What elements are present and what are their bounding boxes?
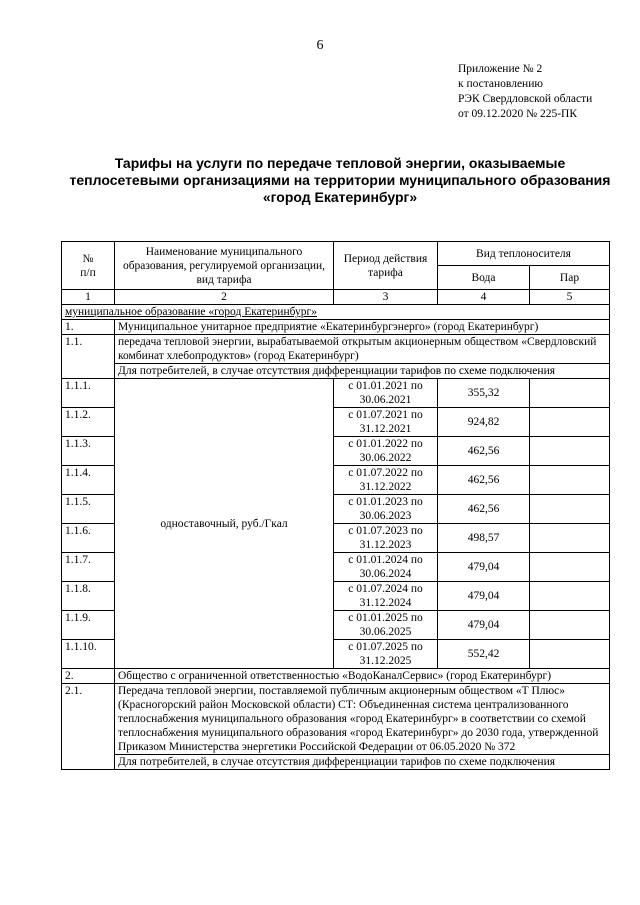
header-name: Наименование муниципального образования, регулируемой организации, вид тарифа	[115, 242, 334, 290]
appendix-line: от 09.12.2020 № 225-ПК	[458, 108, 578, 120]
row-period	[334, 582, 438, 611]
row-period	[334, 437, 438, 466]
period-from: с 01.01.2021 по	[348, 380, 423, 392]
period-to: 30.06.2023	[359, 510, 412, 522]
col-number: 5	[530, 290, 610, 305]
org-num: 2.	[62, 669, 115, 684]
period-to: 30.06.2022	[359, 452, 412, 464]
row-num: 1.1.4.	[62, 466, 115, 495]
row-period	[334, 524, 438, 553]
appendix-line: РЭК Свердловской области	[458, 93, 593, 105]
header-num	[62, 242, 115, 290]
col-number: 1	[62, 290, 115, 305]
row-water: 462,56	[438, 437, 530, 466]
col-number: 2	[115, 290, 334, 305]
header-num-label: №	[82, 252, 94, 265]
row-steam	[530, 379, 610, 408]
page-number: 6	[316, 38, 324, 53]
org-row	[62, 320, 610, 335]
row-period	[334, 495, 438, 524]
consumers-row	[62, 364, 610, 379]
row-num: 1.1.6.	[62, 524, 115, 553]
table-row	[62, 379, 610, 408]
period-to: 31.12.2025	[359, 655, 412, 667]
title-line: теплосетевыми организациями на территории муниципального образования	[69, 172, 611, 188]
row-steam	[530, 524, 610, 553]
sub-row	[62, 684, 610, 755]
row-steam	[530, 553, 610, 582]
consumers-label: Для потребителей, в случае отсутствия дифференциации тарифов по схеме подключения	[115, 755, 610, 770]
row-water: 498,57	[438, 524, 530, 553]
row-period	[334, 553, 438, 582]
period-from: с 01.01.2022 по	[348, 438, 423, 450]
sub-name: Передача тепловой энергии, поставляемой публичным акционерным обществом «Т Плюс» (Красногорский район Московской области) СТ: Объединенная система централизованного теплоснабжения муниципального образования «город Екатеринбург» в соответствии со схемой теплоснабжения муниципального образования «город Екатеринбург» до 2030 года, утвержденной Приказом Министерства энергетики Российской Федерации от 06.05.2020 № 372	[115, 684, 610, 755]
row-period	[334, 408, 438, 437]
period-from: с 01.07.2024 по	[348, 583, 423, 595]
row-num: 1.1.8.	[62, 582, 115, 611]
consumers-label: Для потребителей, в случае отсутствия дифференциации тарифов по схеме подключения	[115, 364, 610, 379]
period-to: 31.12.2023	[359, 539, 412, 551]
row-period	[334, 611, 438, 640]
document-title	[40, 155, 640, 206]
municipality-row	[62, 305, 610, 320]
header-row	[62, 242, 610, 266]
row-water: 479,04	[438, 611, 530, 640]
period-from: с 01.01.2024 по	[348, 554, 423, 566]
row-num: 1.1.2.	[62, 408, 115, 437]
org-name: Общество с ограниченной ответственностью «ВодоКаналСервис» (город Екатеринбург)	[115, 669, 610, 684]
period-from: с 01.01.2023 по	[348, 496, 423, 508]
row-steam	[530, 611, 610, 640]
row-water: 552,42	[438, 640, 530, 669]
row-water: 479,04	[438, 553, 530, 582]
row-period	[334, 379, 438, 408]
tariff-table	[61, 241, 610, 770]
row-period	[334, 640, 438, 669]
row-num: 1.1.3.	[62, 437, 115, 466]
org-num: 1.	[62, 320, 115, 335]
period-from: с 01.07.2023 по	[348, 525, 423, 537]
col-number: 3	[334, 290, 438, 305]
title-line: «город Екатеринбург»	[262, 189, 418, 205]
period-to: 30.06.2024	[359, 568, 412, 580]
period-to: 30.06.2025	[359, 626, 412, 638]
row-water: 462,56	[438, 495, 530, 524]
row-water: 462,56	[438, 466, 530, 495]
period-to: 31.12.2024	[359, 597, 412, 609]
header-num-sub: п/п	[80, 266, 96, 279]
municipality-name: муниципальное образование «город Екатеринбург»	[62, 305, 610, 320]
consumers-row	[62, 755, 610, 770]
column-number-row	[62, 290, 610, 305]
header-carrier: Вид теплоносителя	[438, 242, 610, 266]
row-steam	[530, 466, 610, 495]
col-number: 4	[438, 290, 530, 305]
org-name: Муниципальное унитарное предприятие «Екатеринбургэнерго» (город Екатеринбург)	[115, 320, 610, 335]
period-from: с 01.01.2025 по	[348, 612, 423, 624]
row-num: 1.1.5.	[62, 495, 115, 524]
row-water: 479,04	[438, 582, 530, 611]
period-from: с 01.07.2021 по	[348, 409, 423, 421]
row-period	[334, 466, 438, 495]
row-steam	[530, 495, 610, 524]
appendix-line: Приложение № 2	[458, 63, 543, 75]
appendix-block	[458, 62, 592, 122]
header-steam: Пар	[530, 266, 610, 290]
period-to: 31.12.2022	[359, 481, 412, 493]
period-to: 30.06.2021	[359, 394, 412, 406]
period-from: с 01.07.2025 по	[348, 641, 423, 653]
header-period: Период действия тарифа	[334, 242, 438, 290]
sub-name: передача тепловой энергии, вырабатываемой открытым акционерным обществом «Свердловский комбинат хлебопродуктов» (город Екатеринбург)	[115, 335, 610, 364]
tariff-type: одноставочный, руб./Гкал	[115, 379, 334, 669]
org-row	[62, 669, 610, 684]
row-water: 355,32	[438, 379, 530, 408]
header-water: Вода	[438, 266, 530, 290]
row-num: 1.1.10.	[62, 640, 115, 669]
row-steam	[530, 437, 610, 466]
row-water: 924,82	[438, 408, 530, 437]
row-steam	[530, 640, 610, 669]
row-steam	[530, 408, 610, 437]
row-num: 1.1.1.	[62, 379, 115, 408]
sub-num: 2.1.	[62, 684, 115, 770]
sub-num: 1.1.	[62, 335, 115, 379]
period-from: с 01.07.2022 по	[348, 467, 423, 479]
row-num: 1.1.9.	[62, 611, 115, 640]
row-steam	[530, 582, 610, 611]
appendix-line: к постановлению	[458, 78, 543, 90]
period-to: 31.12.2021	[359, 423, 412, 435]
title-line: Тарифы на услуги по передаче тепловой энергии, оказываемые	[114, 155, 566, 171]
sub-row	[62, 335, 610, 364]
row-num: 1.1.7.	[62, 553, 115, 582]
